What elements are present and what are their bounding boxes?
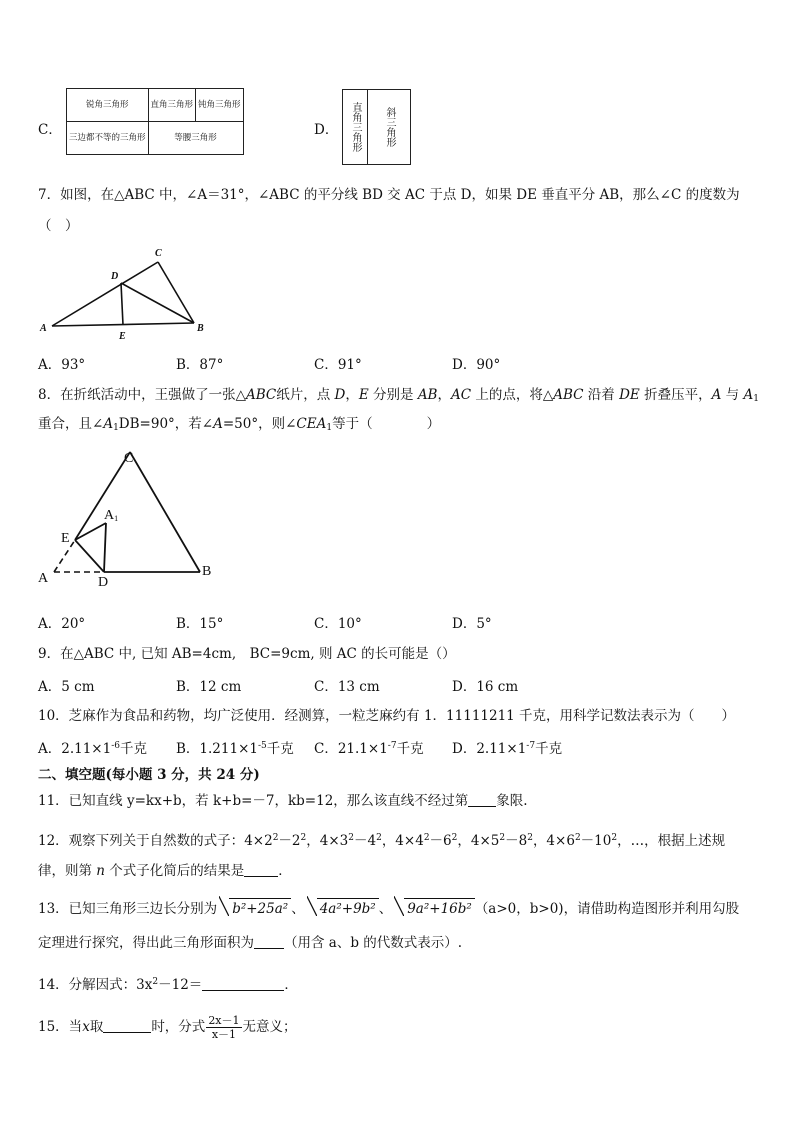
label-c: C [124, 451, 134, 466]
q11-answer-blank[interactable] [468, 794, 496, 807]
q8-figure [30, 444, 220, 592]
label-d: D [98, 575, 109, 590]
q15-answer-blank[interactable] [103, 1020, 151, 1033]
section-2-heading: 二、填空题(每小题 3 分，共 24 分) [38, 767, 260, 783]
q9-stem: 9．在△ABC 中, 已知 AB=4cm, BC=9cm, 则 AC 的长可能是（） [38, 646, 456, 662]
q10-option-a: A．$2.11\times 1^{-6}$千克 [38, 741, 147, 757]
q6-option-c-diagram [66, 88, 244, 155]
q9-option-a: A．5 cm [38, 679, 95, 695]
cell-oblique-tri: 斜三角形 [368, 90, 411, 165]
label-e: E [61, 531, 70, 546]
q13-stem-line1: 13．已知三角形三边长分别为 b²+25a² 、 4a²+9b² 、 9a²+16b² （a>0，b>0)，请借助构造图形并利用勾股 [38, 898, 739, 919]
q11-stem: 11．已知直线 y=kx+b，若 k+b=－7，kb=12，那么该直线不经过第 象限. [38, 793, 528, 809]
q10-option-d: D．$2.11\times 1^{-7}$千克 [452, 741, 563, 757]
label-b: B [202, 564, 212, 579]
cell-right-tri: 直角三角形 [343, 90, 368, 165]
q8-option-a: A．20° [38, 616, 86, 632]
cell-scalene: 三边都不等的三角形 [67, 122, 149, 155]
q15-stem: 15．当x取 时，分式 $\frac{2x-1}{x-1}$ 无意义； [38, 1014, 297, 1041]
cell-obtuse: 钝角三角形 [196, 89, 244, 122]
q9-option-c: C．13 cm [314, 679, 380, 695]
q7-option-d: D．90° [452, 357, 501, 373]
q7-option-a: A．93° [38, 357, 86, 373]
q12-stem-line1: 12．观察下列关于自然数的式子：$4\times 2^2-2^2$，$4\times 3^2-4^2$，$4\times 4^2-6^2$，$4\times 5^2-8^2$，$4\times 6^2-10^2$，…，根据上述规 [38, 833, 726, 849]
label-b: B [197, 323, 204, 334]
q15-fraction: $\frac{2x-1}{x-1}$ [208, 1014, 240, 1041]
q9-option-b: B．12 cm [176, 679, 242, 695]
q8-stem-line2: 重合，且$\angle A_1DB=90^\circ$，若∠A=50°，则$\angle CEA_1$等于（ ） [38, 416, 441, 433]
segment-de [121, 283, 123, 325]
q8-stem-line1: 8．在折纸活动中，王强做了一张△ABC纸片，点 D，E 分别是 AB，AC 上的点，将△ABC 沿着 DE 折叠压平，A 与 $A_1$ [38, 387, 759, 404]
label-e: E [119, 331, 126, 342]
label-a: A [40, 323, 47, 334]
q8-option-b: B．15° [176, 616, 224, 632]
q7-option-b: B．87° [176, 357, 224, 373]
label-c: C [155, 248, 162, 259]
q10-option-b: B．$1.211\times 1^{-5}$千克 [176, 741, 294, 757]
q13-stem-line2: 定理进行探究，得出此三角形面积为 （用含 a、b 的代数式表示）. [38, 935, 463, 951]
cell-acute: 锐角三角形 [67, 89, 149, 122]
q8-option-c: C．10° [314, 616, 362, 632]
label-a: A [38, 571, 49, 586]
q6-option-d-diagram [342, 89, 411, 165]
side-cb [130, 452, 200, 572]
side-ec [75, 452, 130, 540]
q7-blank: （ ） [38, 218, 79, 234]
cell-isosceles: 等腰三角形 [148, 122, 243, 155]
q6-option-d-label: D． [314, 122, 339, 138]
q14-stem: 14．分解因式：$3x^2-12=$ ． [38, 977, 298, 993]
q12-stem-line2: 律，则第 n 个式子化简后的结果是 ． [38, 863, 292, 879]
q14-answer-blank[interactable] [202, 978, 284, 991]
fold-ed [75, 540, 104, 572]
q10-option-c: C．$21.1\times 1^{-7}$千克 [314, 741, 424, 757]
label-d: D [111, 271, 119, 282]
q7-stem: 7．如图，在△ABC 中，∠A＝31°，∠ABC 的平分线 BD 交 AC 于点 D，如果 DE 垂直平分 AB，那么∠C 的度数为 [38, 187, 740, 203]
q7-option-c: C．91° [314, 357, 362, 373]
q6-option-c-label: C． [38, 122, 62, 138]
q8-option-d: D．5° [452, 616, 492, 632]
segment-da1 [104, 523, 106, 572]
q13-answer-blank[interactable] [254, 936, 284, 949]
cell-right: 直角三角形 [148, 89, 196, 122]
label-a1: A1 [104, 508, 119, 523]
q12-answer-blank[interactable] [244, 864, 278, 877]
q7-figure [30, 244, 220, 342]
q10-stem: 10．芝麻作为食品和药物，均广泛使用．经测算，一粒芝麻约有 1．11111211 千克，用科学记数法表示为（ ） [38, 708, 736, 724]
q9-option-d: D．16 cm [452, 679, 519, 695]
